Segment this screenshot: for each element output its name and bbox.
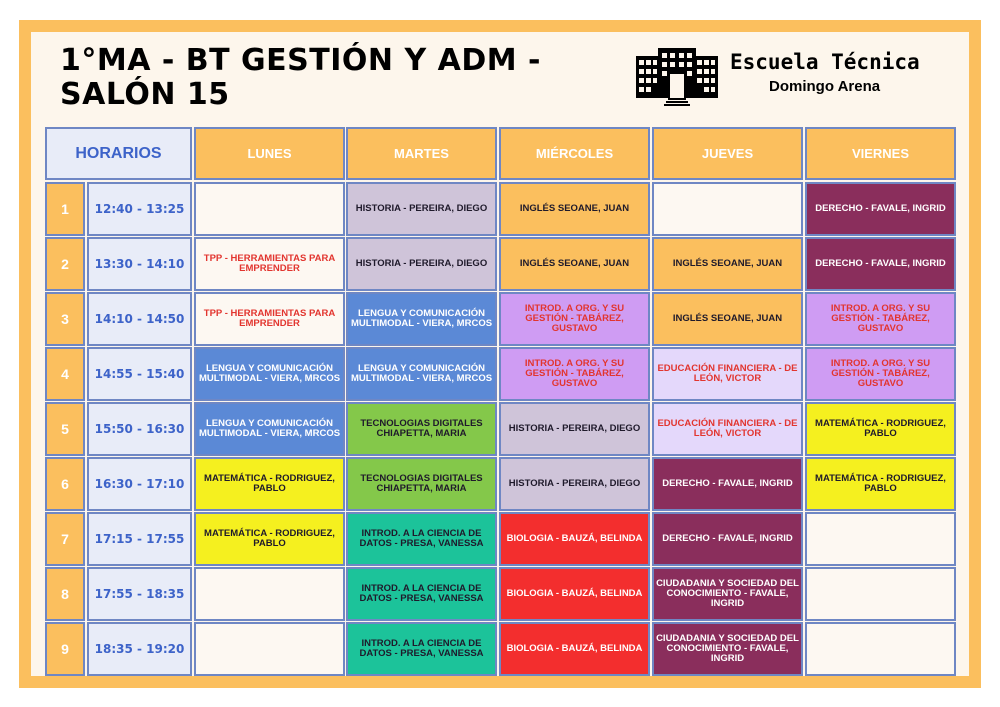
class-slot: INTROD. A LA CIENCIA DE DATOS - PRESA, VANESSA — [346, 567, 497, 621]
period-time: 15:50 - 16:30 — [87, 402, 192, 456]
empty-slot — [194, 182, 345, 236]
class-slot: LENGUA Y COMUNICACIÓN MULTIMODAL - VIERA, MRCOS — [194, 347, 345, 401]
class-slot: INTROD. A LA CIENCIA DE DATOS - PRESA, VANESSA — [346, 622, 497, 676]
class-slot: BIOLOGIA - BAUZÁ, BELINDA — [499, 512, 650, 566]
class-slot: TPP - HERRAMIENTAS PARA EMPRENDER — [194, 292, 345, 346]
day-header-5: VIERNES — [805, 127, 956, 180]
period-number: 8 — [45, 567, 85, 621]
period-number: 9 — [45, 622, 85, 676]
period-number: 5 — [45, 402, 85, 456]
class-slot: INTROD. A ORG. Y SU GESTIÓN - TABÁREZ, GUSTAVO — [805, 347, 956, 401]
class-slot: INTROD. A LA CIENCIA DE DATOS - PRESA, VANESSA — [346, 512, 497, 566]
school-subname: Domingo Arena — [769, 78, 881, 95]
class-slot: INTROD. A ORG. Y SU GESTIÓN - TABÁREZ, GUSTAVO — [499, 292, 650, 346]
class-slot: INGLÉS SEOANE, JUAN — [499, 182, 650, 236]
class-slot: INTROD. A ORG. Y SU GESTIÓN - TABÁREZ, GUSTAVO — [805, 292, 956, 346]
period-time: 17:55 - 18:35 — [87, 567, 192, 621]
class-slot: TPP - HERRAMIENTAS PARA EMPRENDER — [194, 237, 345, 291]
page-title — [60, 44, 541, 112]
class-slot: BIOLOGIA - BAUZÁ, BELINDA — [499, 567, 650, 621]
empty-slot — [805, 567, 956, 621]
class-slot: DERECHO - FAVALE, INGRID — [805, 237, 956, 291]
class-slot: MATEMÁTICA - RODRIGUEZ, PABLO — [805, 457, 956, 511]
class-slot: LENGUA Y COMUNICACIÓN MULTIMODAL - VIERA, MRCOS — [194, 402, 345, 456]
school-name: Escuela Técnica — [730, 50, 920, 74]
period-time: 14:10 - 14:50 — [87, 292, 192, 346]
period-time: 13:30 - 14:10 — [87, 237, 192, 291]
class-slot: INGLÉS SEOANE, JUAN — [652, 237, 803, 291]
class-slot: EDUCACIÓN FINANCIERA - DE LEÓN, VICTOR — [652, 402, 803, 456]
class-slot: DERECHO - FAVALE, INGRID — [652, 512, 803, 566]
class-slot: TECNOLOGIAS DIGITALES CHIAPETTA, MARIA — [346, 402, 497, 456]
class-slot: HISTORIA - PEREIRA, DIEGO — [346, 182, 497, 236]
class-slot: CIUDADANIA Y SOCIEDAD DEL CONOCIMIENTO - FAVALE, INGRID — [652, 567, 803, 621]
period-time: 17:15 - 17:55 — [87, 512, 192, 566]
period-time: 18:35 - 19:20 — [87, 622, 192, 676]
period-number: 4 — [45, 347, 85, 401]
period-number: 2 — [45, 237, 85, 291]
class-slot: LENGUA Y COMUNICACIÓN MULTIMODAL - VIERA, MRCOS — [346, 292, 497, 346]
empty-slot — [805, 622, 956, 676]
empty-slot — [194, 567, 345, 621]
class-slot: EDUCACIÓN FINANCIERA - DE LEÓN, VICTOR — [652, 347, 803, 401]
period-time: 12:40 - 13:25 — [87, 182, 192, 236]
horarios-header: HORARIOS — [45, 127, 192, 180]
period-time: 16:30 - 17:10 — [87, 457, 192, 511]
class-slot: CIUDADANIA Y SOCIEDAD DEL CONOCIMIENTO - FAVALE, INGRID — [652, 622, 803, 676]
empty-slot — [194, 622, 345, 676]
page-title-line-2: SALÓN 15 — [60, 77, 230, 112]
class-slot: HISTORIA - PEREIRA, DIEGO — [346, 237, 497, 291]
empty-slot — [805, 512, 956, 566]
class-slot: TECNOLOGIAS DIGITALES CHIAPETTA, MARIA — [346, 457, 497, 511]
empty-slot — [652, 182, 803, 236]
day-header-4: JUEVES — [652, 127, 803, 180]
day-header-1: LUNES — [194, 127, 345, 180]
period-number: 3 — [45, 292, 85, 346]
day-header-2: MARTES — [346, 127, 497, 180]
period-time: 14:55 - 15:40 — [87, 347, 192, 401]
period-number: 6 — [45, 457, 85, 511]
class-slot: MATEMÁTICA - RODRIGUEZ, PABLO — [805, 402, 956, 456]
class-slot: DERECHO - FAVALE, INGRID — [805, 182, 956, 236]
class-slot: LENGUA Y COMUNICACIÓN MULTIMODAL - VIERA, MRCOS — [346, 347, 497, 401]
class-slot: HISTORIA - PEREIRA, DIEGO — [499, 457, 650, 511]
school-building-icon — [636, 46, 718, 106]
class-slot: INTROD. A ORG. Y SU GESTIÓN - TABÁREZ, GUSTAVO — [499, 347, 650, 401]
period-number: 1 — [45, 182, 85, 236]
page-title-line-1: 1°MA - BT GESTIÓN Y ADM - — [60, 43, 542, 78]
class-slot: DERECHO - FAVALE, INGRID — [652, 457, 803, 511]
class-slot: MATEMÁTICA - RODRIGUEZ, PABLO — [194, 512, 345, 566]
class-slot: MATEMÁTICA - RODRIGUEZ, PABLO — [194, 457, 345, 511]
class-slot: BIOLOGIA - BAUZÁ, BELINDA — [499, 622, 650, 676]
class-slot: HISTORIA - PEREIRA, DIEGO — [499, 402, 650, 456]
day-header-3: MIÉRCOLES — [499, 127, 650, 180]
period-number: 7 — [45, 512, 85, 566]
class-slot: INGLÉS SEOANE, JUAN — [652, 292, 803, 346]
class-slot: INGLÉS SEOANE, JUAN — [499, 237, 650, 291]
